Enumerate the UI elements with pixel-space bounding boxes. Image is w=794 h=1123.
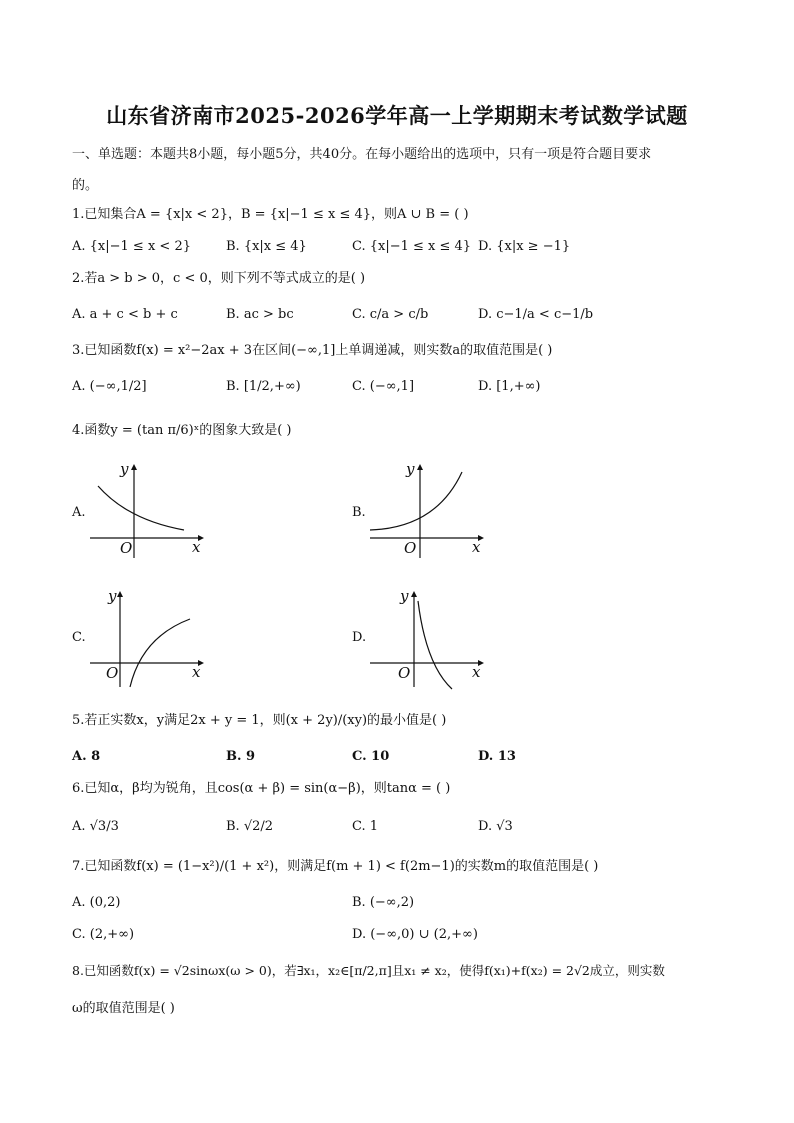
q6-option-c: C. 1 — [352, 819, 379, 834]
q3-option-d: D. [1,+∞) — [478, 379, 541, 394]
q7-option-d: D. (−∞,0) ∪ (2,+∞) — [352, 927, 478, 942]
q6-stem: 6.已知α，β均为锐角，且cos(α + β) = sin(α−β)，则tanα = ( ) — [72, 781, 451, 796]
q7-stem: 7.已知函数f(x) = (1−x²)/(1 + x²)，则满足f(m + 1) < f(2m−1)的实数m的取值范围是( ) — [72, 859, 599, 874]
q5-option-a: A. 8 — [72, 749, 101, 764]
axis-label-x: x — [192, 663, 201, 681]
axis-label-x: x — [472, 538, 481, 556]
q5-option-d: D. 13 — [478, 749, 516, 764]
q6-option-a: A. √3/3 — [72, 819, 119, 834]
q5-option-c: C. 10 — [352, 749, 390, 764]
q4-graph-label-c: C. — [72, 630, 86, 645]
axis-label-x: x — [192, 538, 201, 556]
q7-option-b: B. (−∞,2) — [352, 895, 415, 910]
curve — [98, 486, 184, 530]
q7-option-a: A. (0,2) — [72, 895, 121, 910]
q1-stem: 1.已知集合A = {x|x < 2}，B = {x|−1 ≤ x ≤ 4}，则A ∪ B = ( ) — [72, 207, 469, 222]
q3-option-a: A. (−∞,1/2] — [72, 379, 147, 394]
y-axis-arrow-icon — [131, 464, 137, 470]
curve — [130, 619, 190, 687]
axis-label-y: y — [120, 460, 129, 478]
q1-option-b: B. {x|x ≤ 4} — [226, 239, 307, 254]
section-heading-line2: 的。 — [72, 178, 99, 193]
q2-option-d: D. c−1/a < c−1/b — [478, 307, 594, 322]
origin-label: O — [404, 539, 417, 557]
axis-label-y: y — [108, 587, 117, 605]
q1-option-c: C. {x|−1 ≤ x ≤ 4} — [352, 239, 472, 254]
q2-option-b: B. ac > bc — [226, 307, 294, 322]
q7-option-c: C. (2,+∞) — [72, 927, 135, 942]
q3-stem: 3.已知函数f(x) = x²−2ax + 3在区间(−∞,1]上单调递减，则实数a的取值范围是( ) — [72, 343, 553, 358]
curve — [418, 601, 452, 689]
page-title: 山东省济南市2025-2026学年高一上学期期末考试数学试题 — [106, 103, 688, 128]
origin-label: O — [120, 539, 133, 557]
q4-graph-d — [368, 585, 488, 695]
q4-graph-label-d: D. — [352, 630, 367, 645]
q3-option-b: B. [1/2,+∞) — [226, 379, 301, 394]
q2-stem: 2.若a > b > 0，c < 0，则下列不等式成立的是( ) — [72, 271, 366, 286]
y-axis-arrow-icon — [117, 591, 123, 597]
q4-graph-b — [368, 460, 488, 560]
q8-stem-line2: ω的取值范围是( ) — [72, 1001, 175, 1016]
q4-graph-a — [88, 460, 208, 560]
q8-stem-line1: 8.已知函数f(x) = √2sinωx(ω > 0)，若∃x₁，x₂∈[π/2,π]且x₁ ≠ x₂，使得f(x₁)+f(x₂) = 2√2成立，则实数 — [72, 963, 665, 978]
origin-label: O — [398, 664, 411, 682]
section-heading-line1: 一、单选题：本题共8小题，每小题5分，共40分。在每小题给出的选项中，只有一项是符合题目要求 — [72, 147, 652, 162]
q4-graph-label-b: B. — [352, 505, 366, 520]
q2-option-a: A. a + c < b + c — [72, 307, 178, 322]
curve — [370, 472, 462, 530]
q5-option-b: B. 9 — [226, 749, 256, 764]
axis-label-y: y — [400, 587, 409, 605]
axis-label-x: x — [472, 663, 481, 681]
q6-option-b: B. √2/2 — [226, 819, 274, 834]
q4-graph-label-a: A. — [72, 505, 86, 520]
q5-stem: 5.若正实数x，y满足2x + y = 1，则(x + 2y)/(xy)的最小值是( ) — [72, 713, 447, 728]
q4-stem: 4.函数y = (tan π/6)ˣ的图象大致是( ) — [72, 423, 292, 438]
q1-option-d: D. {x|x ≥ −1} — [478, 239, 571, 254]
axis-label-y: y — [406, 460, 415, 478]
q2-option-c: C. c/a > c/b — [352, 307, 429, 322]
y-axis-arrow-icon — [417, 464, 423, 470]
q3-option-c: C. (−∞,1] — [352, 379, 415, 394]
y-axis-arrow-icon — [411, 591, 417, 597]
q4-graph-c — [88, 585, 208, 695]
q1-option-a: A. {x|−1 ≤ x < 2} — [72, 239, 191, 254]
q6-option-d: D. √3 — [478, 819, 513, 834]
origin-label: O — [106, 664, 119, 682]
